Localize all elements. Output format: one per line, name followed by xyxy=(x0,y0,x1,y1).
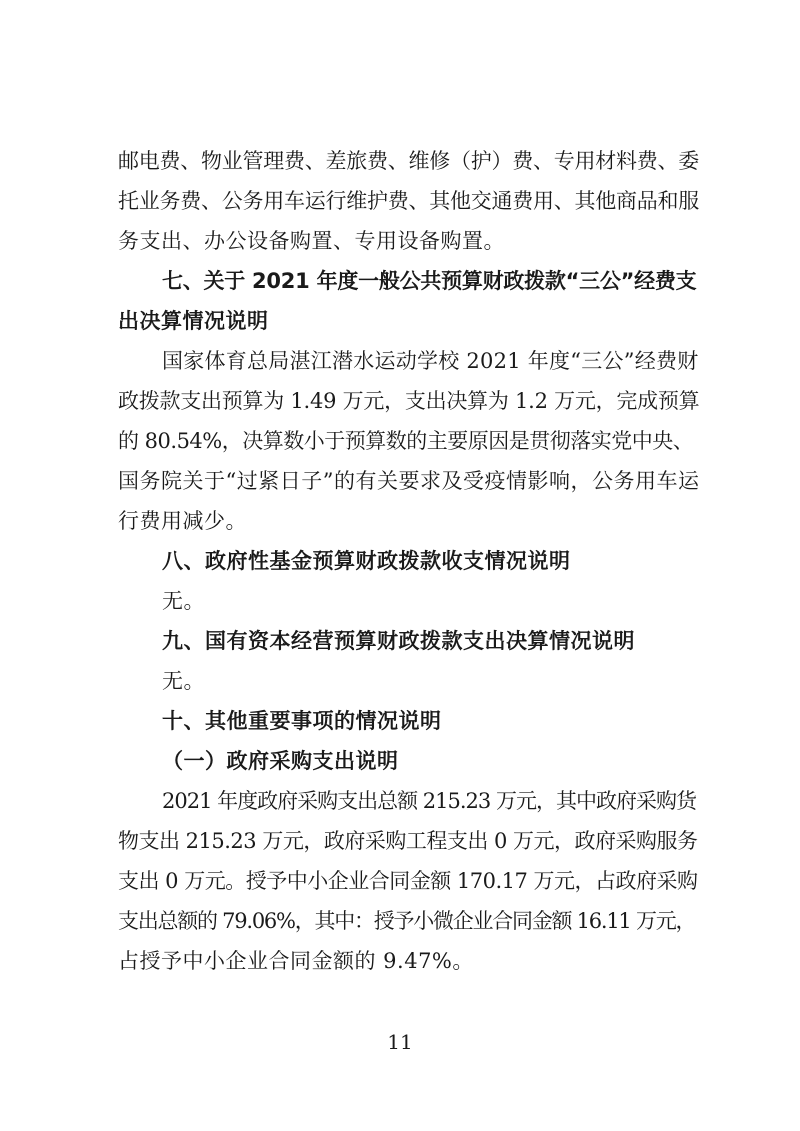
body-line-3: 务支出、办公设备购置、专用设备购置。 xyxy=(118,229,505,253)
section-8-body: 无。 xyxy=(162,589,205,613)
section-9-body: 无。 xyxy=(162,669,205,693)
section-7-heading-line-2: 出决算情况说明 xyxy=(118,309,269,333)
subsection-1-heading: （一）政府采购支出说明 xyxy=(162,749,399,773)
subsection-1-body-line-4: 支出总额的 79.06%，其中：授予小微企业合同金额 16.11 万元， xyxy=(118,909,696,933)
section-7-body-line-5: 行费用减少。 xyxy=(118,509,247,533)
section-7-heading-line-1: 七、关于 2021 年度一般公共预算财政拨款“三公”经费支 xyxy=(162,269,697,293)
section-7-body-line-1: 国家体育总局湛江潜水运动学校 2021 年度“三公”经费财 xyxy=(162,349,699,373)
body-line-2: 托业务费、公务用车运行维护费、其他交通费用、其他商品和服 xyxy=(118,189,699,213)
page-number: 11 xyxy=(387,1030,413,1054)
subsection-1-body-line-3: 支出 0 万元。授予中小企业合同金额 170.17 万元，占政府采购 xyxy=(118,869,698,893)
section-9-heading: 九、国有资本经营预算财政拨款支出决算情况说明 xyxy=(162,629,635,653)
body-line-1: 邮电费、物业管理费、差旅费、维修（护）费、专用材料费、委 xyxy=(118,149,699,173)
section-7-body-line-2: 政拨款支出预算为 1.49 万元，支出决算为 1.2 万元，完成预算 xyxy=(118,389,700,413)
subsection-1-body-line-2: 物支出 215.23 万元，政府采购工程支出 0 万元，政府采购服务 xyxy=(118,829,698,853)
section-8-heading: 八、政府性基金预算财政拨款收支情况说明 xyxy=(162,549,571,573)
subsection-1-body-line-1: 2021 年度政府采购支出总额 215.23 万元，其中政府采购货 xyxy=(162,789,696,813)
section-10-heading: 十、其他重要事项的情况说明 xyxy=(162,709,442,733)
section-7-body-line-4: 国务院关于“过紧日子”的有关要求及受疫情影响，公务用车运 xyxy=(118,469,700,493)
section-7-body-line-3: 的 80.54%，决算数小于预算数的主要原因是贯彻落实党中央、 xyxy=(118,429,694,453)
subsection-1-body-line-5: 占授予中小企业合同金额的 9.47%。 xyxy=(118,949,474,973)
